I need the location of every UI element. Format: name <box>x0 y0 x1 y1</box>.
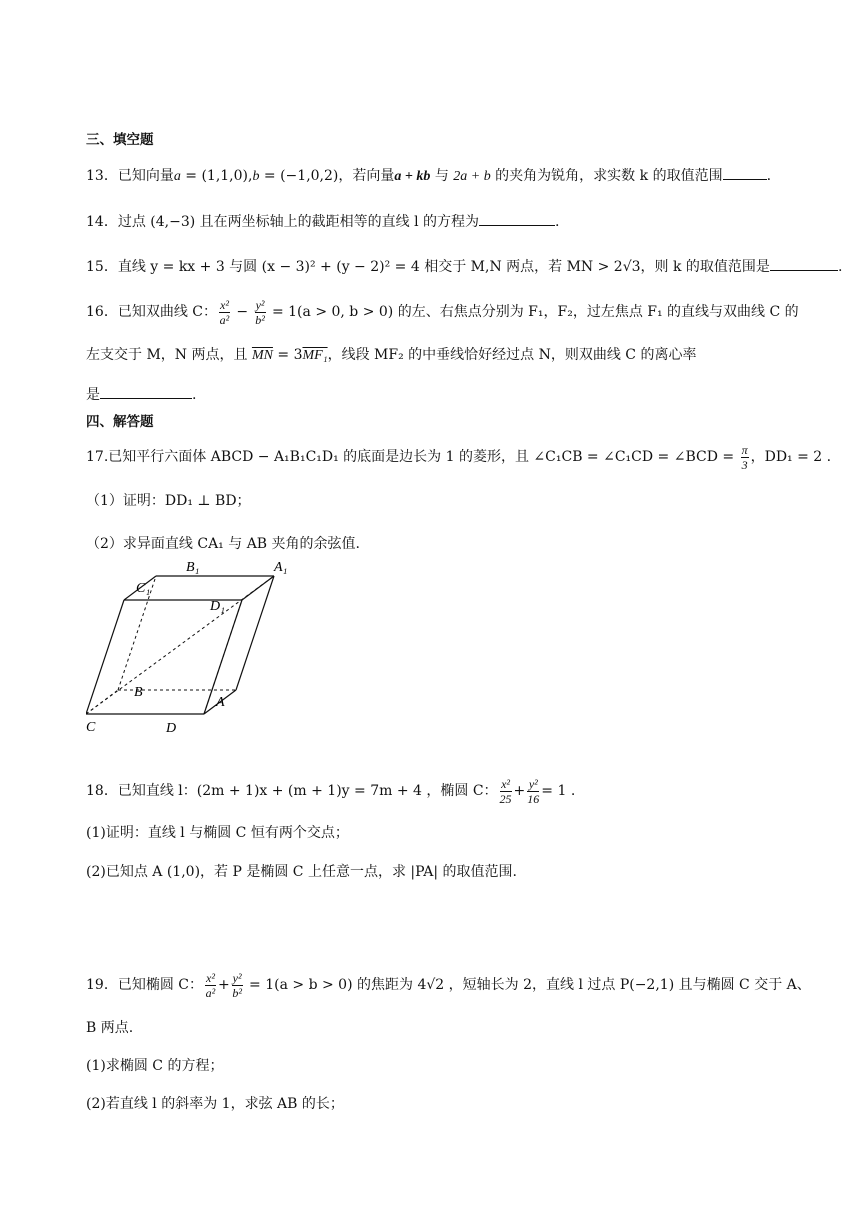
answer-blank <box>100 384 192 399</box>
parallelepiped-figure <box>86 556 296 738</box>
label-A1: A₁ <box>274 560 288 575</box>
question-19-part-2: (2)若直线 l 的斜率为 1，求弦 AB 的长； <box>86 1096 344 1112</box>
label-C: C <box>86 720 96 735</box>
question-number: 16． <box>86 304 118 320</box>
fraction: $\frac{\text{x²}}{25}$ <box>499 776 512 806</box>
fraction: $\frac{\text{x²}}{\text{a²}}$ <box>205 970 216 1000</box>
question-18: 18．已知直线 l：(2m + 1)x + (m + 1)y = 7m + 4 ，椭圆 C： $\frac{\text{x²}}{25}$ + $\frac{\text{y²}}{16}$ = 1 . <box>86 776 576 806</box>
label-D1: D₁ <box>210 599 225 614</box>
question-17: 17.已知平行六面体 ABCD − A₁B₁C₁D₁ 的底面是边长为 1 的菱形，且 ∠C₁CB = ∠C₁CD = ∠BCD = $\frac{\pi}{3}$ ，DD₁ = 2 . <box>86 442 832 472</box>
question-19-part-1: (1)求椭圆 C 的方程； <box>86 1058 224 1074</box>
question-18-part-1: (1)证明：直线 l 与椭圆 C 恒有两个交点； <box>86 825 349 841</box>
question-17-part-1: （1）证明：DD₁ ⊥ BD； <box>86 493 251 509</box>
section-answer-heading: 四、解答题 <box>86 414 154 430</box>
question-number: 19． <box>86 977 118 993</box>
answer-blank <box>479 211 555 226</box>
question-15: 15．直线 y = kx + 3 与圆 (x − 3)² + (y − 2)² = 4 相交于 M,N 两点，若 MN > 2√3，则 k 的取值范围是 . <box>86 256 842 277</box>
answer-blank <box>723 165 767 180</box>
fraction: $\frac{\text{y²}}{\text{b²}}$ <box>232 970 242 1000</box>
fraction: $\frac{\text{y²}}{16}$ <box>527 776 540 806</box>
question-number: 14． <box>86 214 118 230</box>
section-fill-in-heading: 三、填空题 <box>86 132 154 148</box>
question-number: 13． <box>86 168 118 184</box>
question-number: 17. <box>86 449 109 465</box>
question-number: 15． <box>86 259 118 275</box>
question-16: 16．已知双曲线 C： $\frac{\text{x²}}{\text{a²}}$ − $\frac{\text{y²}}{\text{b²}}$ = 1(a > 0, b > 0) 的左、右焦点分别为 F₁，F₂，过左焦点 F₁ 的直线与双曲线 C 的 <box>86 297 799 327</box>
label-A: A <box>216 695 225 710</box>
question-number: 18． <box>86 783 118 799</box>
label-D: D <box>166 721 177 736</box>
fraction: $\frac{\text{y²}}{\text{b²}}$ <box>255 297 265 327</box>
answer-blank <box>770 256 838 271</box>
label-B: B <box>134 685 143 700</box>
question-18-part-2: (2)已知点 A (1,0)，若 P 是椭圆 C 上任意一点，求 |PA| 的取值范围. <box>86 864 517 880</box>
question-16-line-3: 是 . <box>86 384 196 405</box>
question-16-line-2: 左支交于 M，N 两点，且 $\overline{MN} = 3MF_1$，线段 MF₂ 的中垂线恰好经过点 N，则双曲线 C 的离心率 <box>86 347 697 363</box>
question-19-line-2: B 两点. <box>86 1020 134 1036</box>
label-C1: C₁ <box>136 581 151 596</box>
fraction: $\frac{\text{x²}}{\text{a²}}$ <box>219 297 230 327</box>
fraction: $\frac{\pi}{3}$ <box>741 442 748 472</box>
question-13: 13．已知向量a = (1,1,0),b = (−1,0,2)，若向量a + kb 与 2a + b 的夹角为锐角，求实数 k 的取值范围 . <box>86 165 771 187</box>
question-17-part-2: （2）求异面直线 CA₁ 与 AB 夹角的余弦值. <box>86 536 360 552</box>
label-B1: B₁ <box>186 560 200 575</box>
question-14: 14．过点 (4,−3) 且在两坐标轴上的截距相等的直线 l 的方程为 . <box>86 211 559 232</box>
question-19: 19．已知椭圆 C： $\frac{\text{x²}}{\text{a²}}$ + $\frac{\text{y²}}{\text{b²}}$ = 1(a > b > 0) 的焦距为 4√2 ，短轴长为 2，直线 l 过点 P(−2,1) 且与椭圆 C 交于 A、 <box>86 970 811 1000</box>
